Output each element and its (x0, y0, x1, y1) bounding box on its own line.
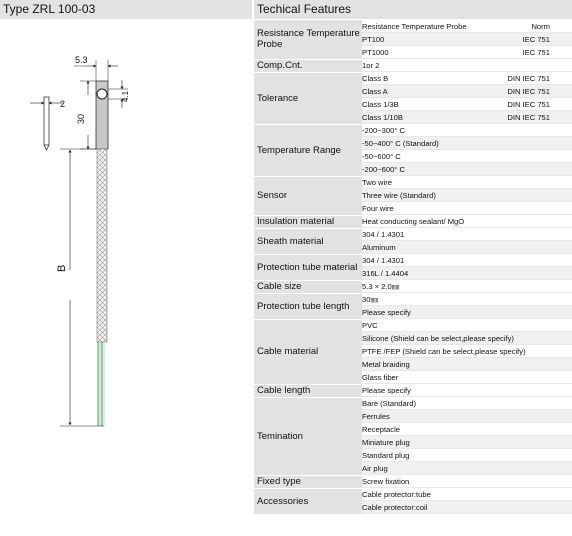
feature-value-text: -200~600° C (362, 165, 405, 174)
feature-row (254, 488, 572, 514)
feature-values (362, 124, 572, 176)
feature-value-text: 304 / 1.4301 (362, 230, 405, 239)
feature-label: Temination (254, 397, 362, 475)
feature-value-line (362, 475, 572, 488)
feature-row (254, 384, 572, 397)
feature-value-line (362, 163, 572, 176)
feature-value-line (362, 189, 572, 202)
feature-value-line (362, 85, 572, 98)
feature-value-text: -50~600° C (362, 152, 401, 161)
feature-values (362, 319, 572, 384)
feature-label: Cable length (254, 384, 362, 397)
feature-value-text: Silicone (Shield can be select,please specify) (362, 334, 514, 343)
feature-value-line (362, 98, 572, 111)
technical-features-table (254, 20, 572, 515)
feature-standard: DIN IEC 751 (507, 74, 550, 83)
feature-label: Accessories (254, 488, 362, 514)
feature-value-line (362, 410, 572, 423)
feature-row (254, 475, 572, 488)
feature-value-text: Class 1/10B (362, 113, 403, 122)
feature-row (254, 215, 572, 228)
feature-label: Protection tube length (254, 293, 362, 319)
feature-label: Temperature Range (254, 124, 362, 176)
feature-value-text: Screw fixation (362, 477, 410, 486)
feature-value-text: Cable protector:coil (362, 503, 428, 512)
feature-value-text: Glass fiber (362, 373, 399, 382)
feature-value-text: Class 1/3B (362, 100, 399, 109)
feature-values (362, 397, 572, 475)
feature-values (362, 384, 572, 397)
feature-label: Cable size (254, 280, 362, 293)
feature-value-line (362, 332, 572, 345)
feature-row (254, 72, 572, 124)
dim-30-label: 30 (76, 113, 86, 124)
feature-row (254, 280, 572, 293)
dim-b-label: B (56, 264, 68, 272)
feature-value-text: Miniature plug (362, 438, 410, 447)
feature-value-text: -200~300° C (362, 126, 405, 135)
feature-value-line (362, 306, 572, 319)
feature-label: Sensor (254, 176, 362, 215)
feature-value-line (362, 59, 572, 72)
feature-label: Insulation material (254, 215, 362, 228)
feature-value-text: Class A (362, 87, 388, 96)
feature-values (362, 59, 572, 72)
feature-value-text: Four wire (362, 204, 394, 213)
feature-value-line (362, 345, 572, 358)
feature-value-line (362, 462, 572, 475)
feature-values (362, 488, 572, 514)
feature-value-line (362, 124, 572, 137)
feature-value-text: 1or 2 (362, 61, 380, 70)
feature-value-line (362, 241, 572, 254)
feature-value-line (362, 137, 572, 150)
side-view-plate (44, 97, 49, 145)
feature-value-line (362, 449, 572, 462)
feature-values (362, 280, 572, 293)
feature-value-text: Receptacle (362, 425, 400, 434)
feature-values (362, 215, 572, 228)
dim-5-3-label: 5.3 (75, 55, 88, 65)
feature-value-text: Please specify (362, 386, 411, 395)
feature-standard: DIN IEC 751 (507, 87, 550, 96)
feature-value-line (362, 423, 572, 436)
feature-value-text: Metal braiding (362, 360, 410, 369)
feature-value-line (362, 111, 572, 124)
dim-2-label: 2 (60, 99, 66, 109)
feature-row (254, 124, 572, 176)
feature-row (254, 293, 572, 319)
feature-row (254, 254, 572, 280)
feature-value-text: PVC (362, 321, 378, 330)
feature-value-text: Please specify (362, 308, 411, 317)
feature-value-text: Cable protector:tube (362, 490, 431, 499)
feature-value-text: 5.3 × 2.0㎜ (362, 282, 400, 291)
feature-label: Cable material (254, 319, 362, 384)
feature-value-line (362, 293, 572, 306)
feature-values (362, 72, 572, 124)
feature-row (254, 176, 572, 215)
feature-value-line (362, 228, 572, 241)
feature-row (254, 228, 572, 254)
braided-cable (97, 149, 107, 342)
feature-row (254, 20, 572, 59)
dim-4-1-label: 4.1 (121, 90, 130, 102)
probe-technical-drawing (0, 19, 252, 536)
feature-label: Tolerance (254, 72, 362, 124)
feature-values (362, 475, 572, 488)
feature-value-text: Resistance Temperature Probe (362, 22, 467, 31)
feature-values (362, 254, 572, 280)
feature-value-text: PT1000 (362, 48, 389, 57)
feature-label: Sheath material (254, 228, 362, 254)
feature-value-text: Heat conducting sealant/ MgO (362, 217, 465, 226)
feature-value-line (362, 150, 572, 163)
feature-value-text: PTFE /FEP (Shield can be select,please specify) (362, 347, 526, 356)
feature-value-line (362, 215, 572, 228)
feature-label: Comp.Cnt. (254, 59, 362, 72)
feature-value-text: Standard plug (362, 451, 410, 460)
feature-value-line (362, 371, 572, 384)
feature-value-line (362, 267, 572, 280)
feature-value-line (362, 319, 572, 332)
feature-value-text: Aluminum (362, 243, 396, 252)
feature-value-line (362, 488, 572, 501)
feature-value-line (362, 46, 572, 59)
feature-row (254, 59, 572, 72)
feature-value-line (362, 436, 572, 449)
feature-value-text: -50~400° C (Standard) (362, 139, 439, 148)
features-title: Techical Features (254, 0, 572, 19)
feature-label: Resistance Temperature Probe (254, 20, 362, 59)
feature-value-line (362, 33, 572, 46)
feature-value-text: PT100 (362, 35, 385, 44)
feature-value-text: Ferrules (362, 412, 390, 421)
feature-value-line (362, 176, 572, 189)
feature-row (254, 319, 572, 384)
feature-value-line (362, 202, 572, 215)
feature-value-line (362, 254, 572, 267)
feature-standard: IEC 751 (522, 35, 550, 44)
feature-values (362, 228, 572, 254)
feature-standard: Norm (531, 22, 550, 31)
feature-value-text: Air plug (362, 464, 388, 473)
feature-value-line (362, 280, 572, 293)
product-type-title: Type ZRL 100-03 (0, 0, 252, 19)
feature-values (362, 20, 572, 59)
feature-value-text: 304 / 1.4301 (362, 256, 405, 265)
feature-value-line (362, 384, 572, 397)
feature-value-text: Class B (362, 74, 389, 83)
feature-values (362, 293, 572, 319)
feature-value-line (362, 358, 572, 371)
feature-label: Fixed type (254, 475, 362, 488)
feature-value-text: Two wire (362, 178, 392, 187)
feature-standard: IEC 751 (522, 48, 550, 57)
mounting-hole (97, 89, 107, 99)
feature-label: Protection tube material (254, 254, 362, 280)
feature-value-line (362, 501, 572, 514)
feature-value-line (362, 72, 572, 85)
feature-value-text: 316L / 1.4404 (362, 269, 409, 278)
feature-value-line (362, 20, 572, 33)
feature-row (254, 397, 572, 475)
feature-standard: DIN IEC 751 (507, 100, 550, 109)
feature-value-text: Three wire (Standard) (362, 191, 436, 200)
feature-value-text: 30㎜ (362, 295, 379, 304)
feature-value-line (362, 397, 572, 410)
feature-standard: DIN IEC 751 (507, 113, 550, 122)
feature-value-text: Bare (Standard) (362, 399, 417, 408)
feature-values (362, 176, 572, 215)
